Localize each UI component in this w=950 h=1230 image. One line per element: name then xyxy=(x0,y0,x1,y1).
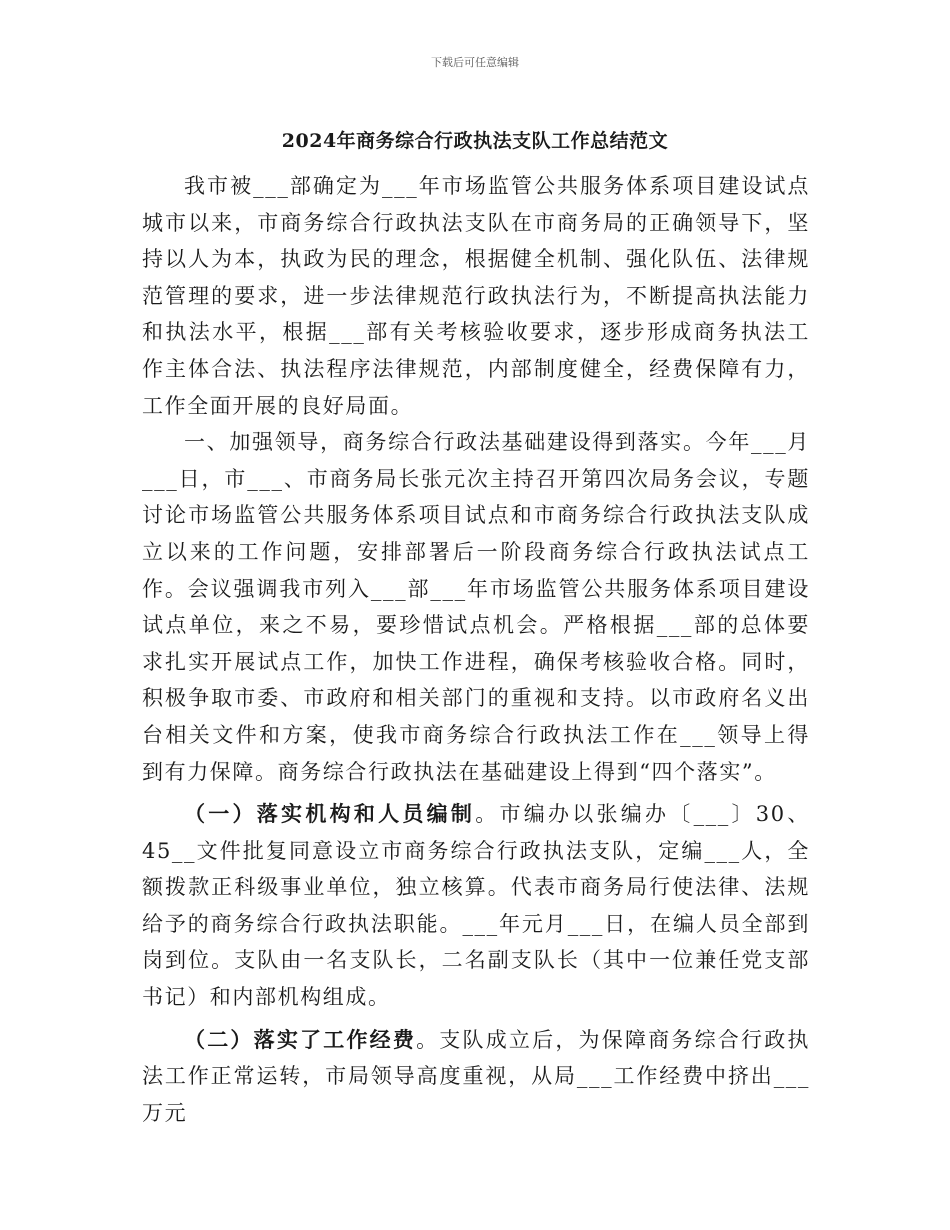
document-title: 2024年商务综合行政执法支队工作总结范文 xyxy=(281,130,669,152)
paragraph-text: 。市编办以张编办〔___〕30、45__文件批复同意设立市商务综合行政执法支队，定编___人，全额拨款正科级事业单位，独立核算。代表市商务局行使法律、法规给予的商务综合行政执法职能。___年元月___日，在编人员全部到岗到位。支队由一名支队长，二名副支队长（其中一位兼任党支部书记）和内部机构组成。 xyxy=(142,802,810,1010)
document-body xyxy=(142,168,810,1131)
paragraph-section-1 xyxy=(142,424,810,790)
paragraph-text: 。支队成立后，为保障商务综合行政执法工作正常运转，市局领导高度重视，从局___工作经费中挤出___万元 xyxy=(142,1027,810,1125)
paragraph-text: 我市被___部确定为___年市场监管公共服务体系项目建设试点城市以来，市商务综合行政执法支队在市商务局的正确领导下，坚持以人为本，执政为民的理念，根据健全机制、强化队伍、法律规范管理的要求，进一步法律规范行政执法行为，不断提高执法能力和执法水平，根据___部有关考核验收要求，逐步形成商务执法工作主体合法、执法程序法律规范，内部制度健全，经费保障有力，工作全面开展的良好局面。 xyxy=(142,174,810,418)
paragraph-subsection-1 xyxy=(142,796,810,1016)
paragraph-subsection-2 xyxy=(142,1022,810,1132)
paragraph-lead: （二）落实了工作经费 xyxy=(184,1026,417,1052)
paragraph-lead: （一）落实机构和人员编制 xyxy=(184,801,476,827)
paragraph-text: 一、加强领导，商务综合行政法基础建设得到落实。今年___月___日，市___、市商务局长张元次主持召开第四次局务会议，专题讨论市场监管公共服务体系项目试点和市商务综合行政执法支队成立以来的工作问题，安排部署后一阶段商务综合行政执法试点工作。会议强调我市列入___部___年市场监管公共服务体系项目建设试点单位，来之不易，要珍惜试点机会。严格根据___部的总体要求扎实开展试点工作，加快工作进程，确保考核验收合格。同时，积极争取市委、市政府和相关部门的重视和支持。以市政府名义出台相关文件和方案，使我市商务综合行政执法工作在___领导上得到有力保障。商务综合行政执法在基础建设上得到“四个落实”。 xyxy=(142,430,810,784)
paragraph-intro xyxy=(142,168,810,424)
page-header-note: 下载后可任意编辑 xyxy=(431,56,519,69)
